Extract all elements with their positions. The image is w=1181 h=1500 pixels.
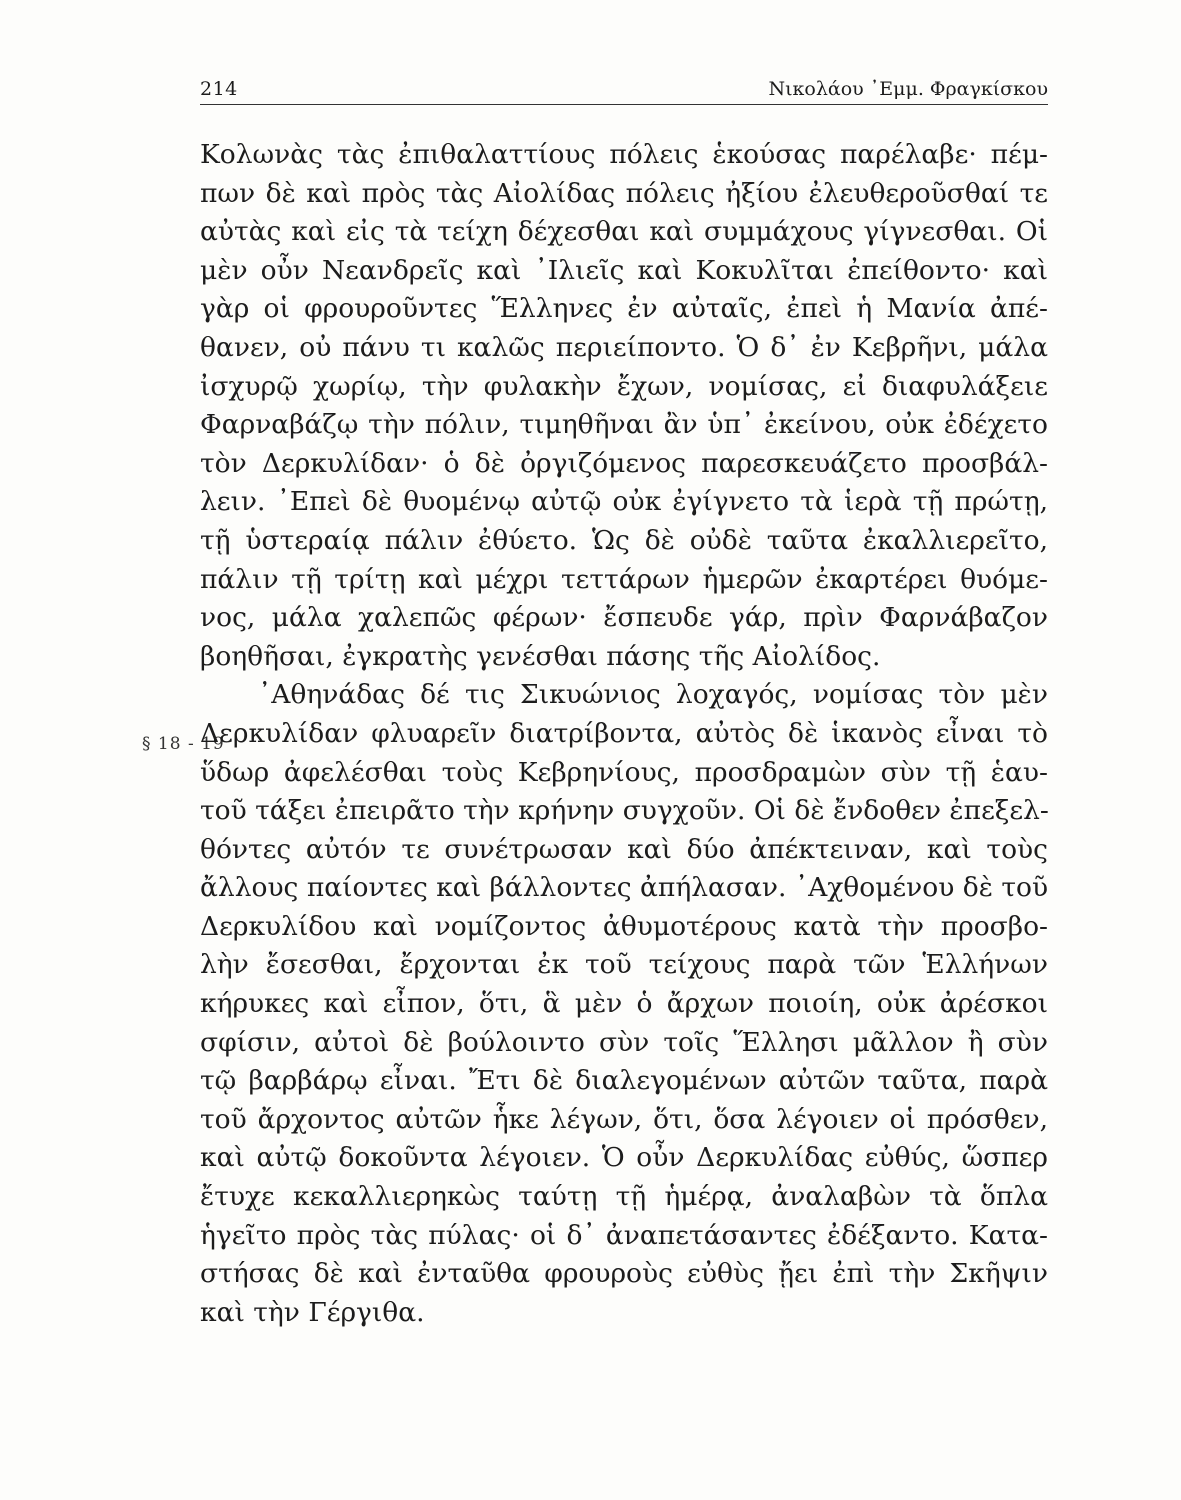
text-body — [200, 136, 1048, 1332]
text-line: ᾿Αθηνάδας δέ τις Σικυώνιος λοχαγός, νομίσας τὸν μὲν — [258, 679, 1048, 711]
section-margin-note: § 18 - 19 — [142, 734, 225, 754]
paragraph-1 — [200, 136, 1048, 676]
text-line: στήσας δὲ καὶ ἐνταῦθα φρουροὺς εὐθὺς ᾔει ἐπὶ τὴν Σκῆψιν — [200, 1258, 1048, 1290]
text-line: Φαρναβάζῳ τὴν πόλιν, τιμηθῆναι ἂν ὑπ᾿ ἐκείνου, οὐκ ἐδέχετο — [200, 409, 1048, 441]
text-line: τοῦ τάξει ἐπειρᾶτο τὴν κρήνην συγχοῦν. Οἱ δὲ ἔνδοθεν ἐπεξελ- — [200, 795, 1049, 827]
text-line: ἄλλους παίοντες καὶ βάλλοντες ἀπήλασαν. ᾿Αχθομένου δὲ τοῦ — [200, 872, 1049, 904]
text-line: θανεν, οὐ πάνυ τι καλῶς περιείποντο. Ὁ δ᾿ ἐν Κεβρῆνι, μάλα — [200, 331, 1048, 363]
text-line: μὲν οὖν Νεανδρεῖς καὶ ᾿Ιλιεῖς καὶ Κοκυλῖται ἐπείθοντο· καὶ — [200, 254, 1048, 286]
text-line: Δερκυλίδαν φλυαρεῖν διατρίβοντα, αὐτὸς δὲ ἱκανὸς εἶναι τὸ — [200, 717, 1048, 749]
text-line: τῷ βαρβάρῳ εἶναι. Ἔτι δὲ διαλεγομένων αὐτῶν ταῦτα, παρὰ — [200, 1065, 1048, 1097]
text-line: θόντες αὐτόν τε συνέτρωσαν καὶ δύο ἀπέκτειναν, καὶ τοὺς — [200, 833, 1048, 865]
text-line: ἔτυχε κεκαλλιερηκὼς ταύτῃ τῇ ἡμέρᾳ, ἀναλαβὼν τὰ ὅπλα — [200, 1181, 1048, 1213]
text-line: τὸν Δερκυλίδαν· ὁ δὲ ὀργιζόμενος παρεσκευάζετο προσβάλ- — [200, 447, 1048, 479]
text-line: καὶ αὐτῷ δοκοῦντα λέγοιεν. Ὁ οὖν Δερκυλίδας εὐθύς, ὥσπερ — [200, 1142, 1048, 1174]
text-line: πάλιν τῇ τρίτῃ καὶ μέχρι τεττάρων ἡμερῶν ἐκαρτέρει θυόμε- — [200, 563, 1048, 595]
text-line: καὶ τὴν Γέργιθα. — [200, 1296, 425, 1328]
page-number: 214 — [200, 78, 238, 100]
text-line: ὕδωρ ἀφελέσθαι τοὺς Κεβρηνίους, προσδραμὼν σὺν τῇ ἑαυ- — [200, 756, 1048, 788]
text-line: αὐτὰς καὶ εἰς τὰ τείχη δέχεσθαι καὶ συμμάχους γίγνεσθαι. Οἱ — [200, 216, 1048, 248]
text-line: ἰσχυρῷ χωρίῳ, τὴν φυλακὴν ἔχων, νομίσας, εἰ διαφυλάξειε — [200, 370, 1048, 402]
text-line: Κολωνὰς τὰς ἐπιθαλαττίους πόλεις ἑκούσας παρέλαβε· πέμ- — [200, 139, 1048, 170]
text-line: σφίσιν, αὐτοὶ δὲ βούλοιντο σὺν τοῖς Ἕλλησι μᾶλλον ἢ σὺν — [200, 1026, 1048, 1058]
text-line: γὰρ οἱ φρουροῦντες Ἕλληνες ἐν αὐταῖς, ἐπεὶ ἡ Μανία ἀπέ- — [200, 293, 1048, 325]
text-line: κήρυκες καὶ εἶπον, ὅτι, ἃ μὲν ὁ ἄρχων ποιοίη, οὐκ ἀρέσκοι — [200, 988, 1048, 1020]
text-line: τοῦ ἄρχοντος αὐτῶν ἧκε λέγων, ὅτι, ὅσα λέγοιεν οἱ πρόσθεν, — [200, 1103, 1048, 1135]
text-line: λὴν ἔσεσθαι, ἔρχονται ἐκ τοῦ τείχους παρὰ τῶν Ἑλλήνων — [200, 949, 1048, 981]
paragraph-2 — [200, 676, 1048, 1332]
text-line: πων δὲ καὶ πρὸς τὰς Αἰολίδας πόλεις ἠξίου ἐλευθεροῦσθαί τε — [200, 177, 1048, 209]
text-line: τῇ ὑστεραίᾳ πάλιν ἐθύετο. Ὡς δὲ οὐδὲ ταῦτα ἐκαλλιερεῖτο, — [200, 524, 1048, 556]
page-header — [200, 74, 1048, 105]
text-line: λειν. ᾿Επεὶ δὲ θυομένῳ αὐτῷ οὐκ ἐγίγνετο τὰ ἱερὰ τῇ πρώτῃ, — [200, 486, 1048, 518]
text-line: ἡγεῖτο πρὸς τὰς πύλας· οἱ δ᾿ ἀναπετάσαντες ἐδέξαντο. Κατα- — [200, 1219, 1048, 1251]
running-head: Νικολάου ᾿Εμμ. Φραγκίσκου — [768, 78, 1048, 100]
text-line: βοηθῆσαι, ἐγκρατὴς γενέσθαι πάσης τῆς Αἰολίδος. — [200, 640, 881, 672]
text-line: νος, μάλα χαλεπῶς φέρων· ἔσπευδε γάρ, πρὶν Φαρνάβαζον — [200, 602, 1048, 634]
text-line: Δερκυλίδου καὶ νομίζοντος ἀθυμοτέρους κατὰ τὴν προσβο- — [200, 910, 1048, 942]
